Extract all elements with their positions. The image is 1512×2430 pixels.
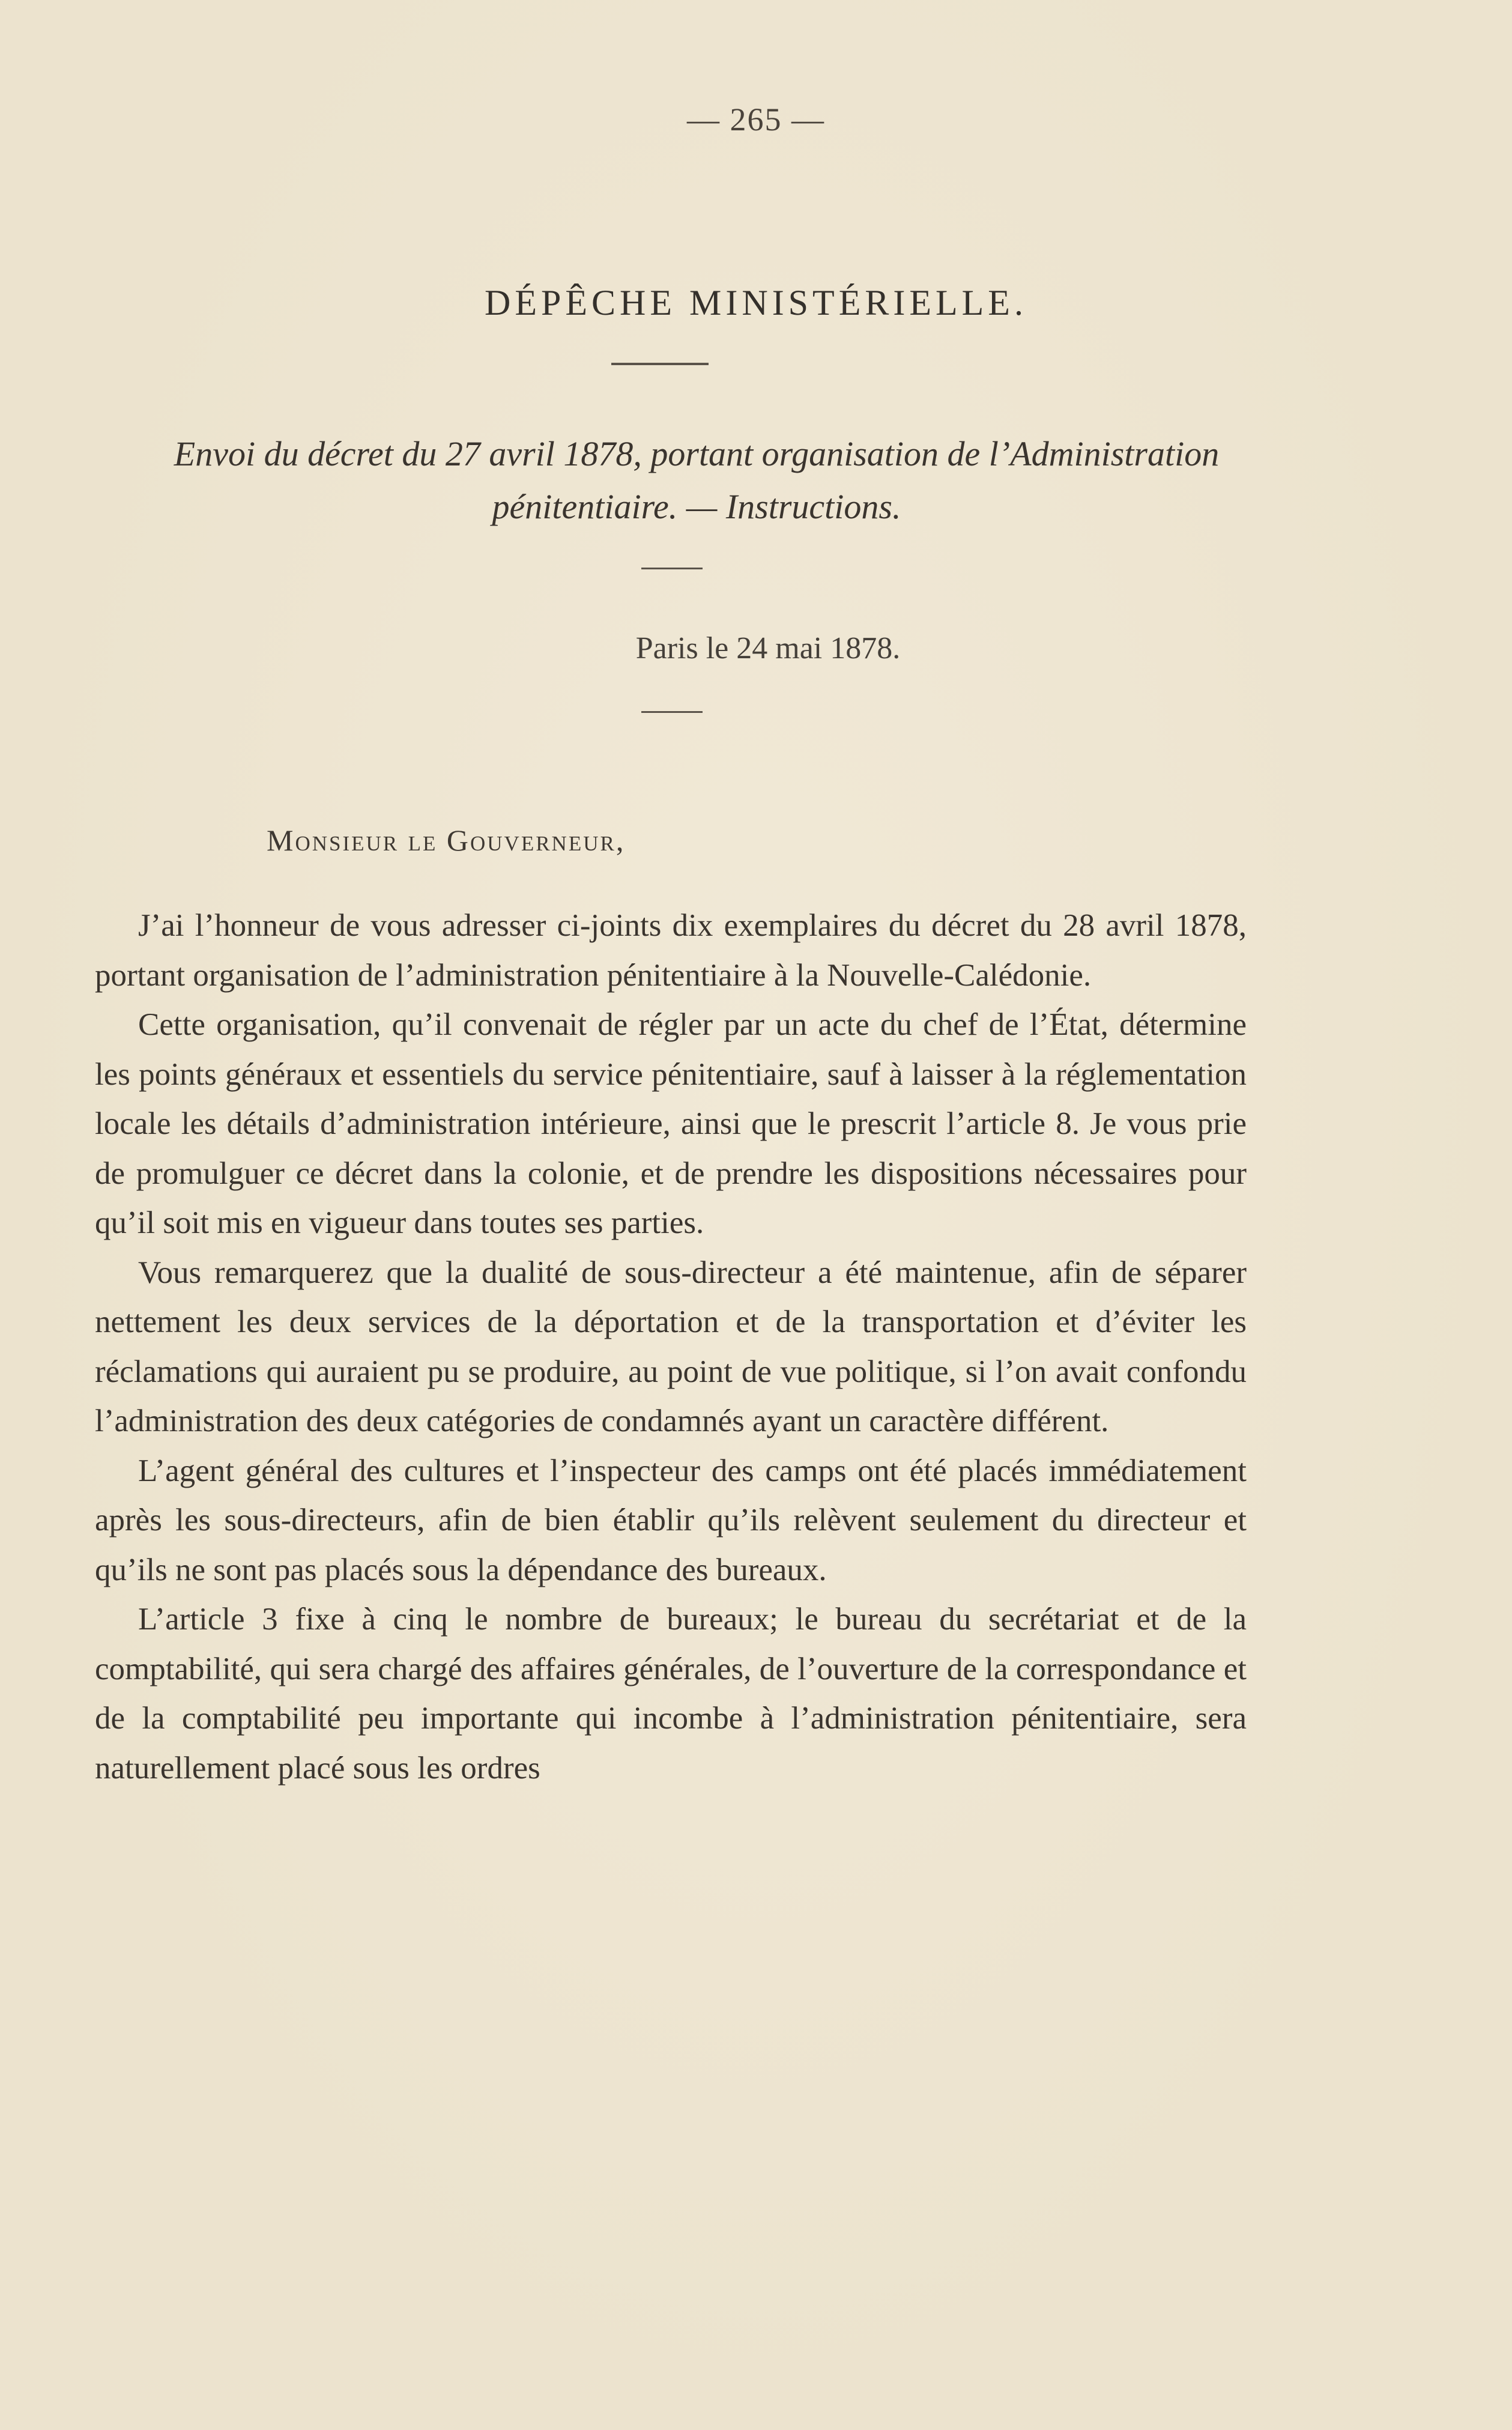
paragraph-1: J’ai l’honneur de vous adresser ci-joints dix exemplaires du décret du 28 avril 1878, portant organisation de l’administration pénitentiaire à la Nouvelle-Calédonie. (95, 908, 1247, 993)
salutation: Monsieur le Gouverneur, (267, 823, 626, 857)
paragraph-2: Cette organisation, qu’il convenait de régler par un acte du chef de l’État, détermine les points généraux et essentiels du service pénitentiaire, sauf à laisser à la réglementation locale les détails d’administration intérieure, ainsi que le prescrit l’article 8. Je vous prie de promulguer ce décret dans la colonie, et de prendre les dispositions nécessaires pour qu’il soit mis en vigueur dans toutes ses parties. (95, 1007, 1247, 1240)
subtitle-divider (641, 568, 703, 569)
paragraph-3: Vous remarquerez que la dualité de sous-directeur a été maintenue, afin de séparer nettement les deux services de la déportation et de la transportation et d’éviter les réclamations qui auraient pu se produire, au point de vue politique, si l’on avait confondu l’administration des deux catégories de condamnés ayant un caractère différent. (95, 1255, 1247, 1438)
letter-body (95, 901, 1247, 1793)
subtitle-line-2: pénitentiaire. — Instructions. (492, 487, 901, 526)
dateline-divider (641, 711, 703, 713)
document-title: DÉPÊCHE MINISTÉRIELLE. (485, 283, 1027, 323)
dateline: Paris le 24 mai 1878. (635, 631, 901, 665)
page-number: — 265 — (687, 102, 825, 138)
title-divider (611, 363, 709, 365)
subtitle-line-1: Envoi du décret du 27 avril 1878, portant organisation de l’Administration (174, 434, 1220, 473)
document-subtitle (96, 428, 1297, 533)
paragraph-4: L’agent général des cultures et l’inspecteur des camps ont été placés immédiatement après les sous-directeurs, afin de bien établir qu’ils relèvent seulement du directeur et qu’ils ne sont pas placés sous la dépendance des bureaux. (95, 1453, 1247, 1587)
paragraph-5: L’article 3 fixe à cinq le nombre de bureaux; le bureau du secrétariat et de la comptabilité, qui sera chargé des affaires générales, de l’ouverture de la correspondance et de la comptabilité peu importante qui incombe à l’administration pénitentiaire, sera naturellement placé sous les ordres (95, 1602, 1247, 1786)
